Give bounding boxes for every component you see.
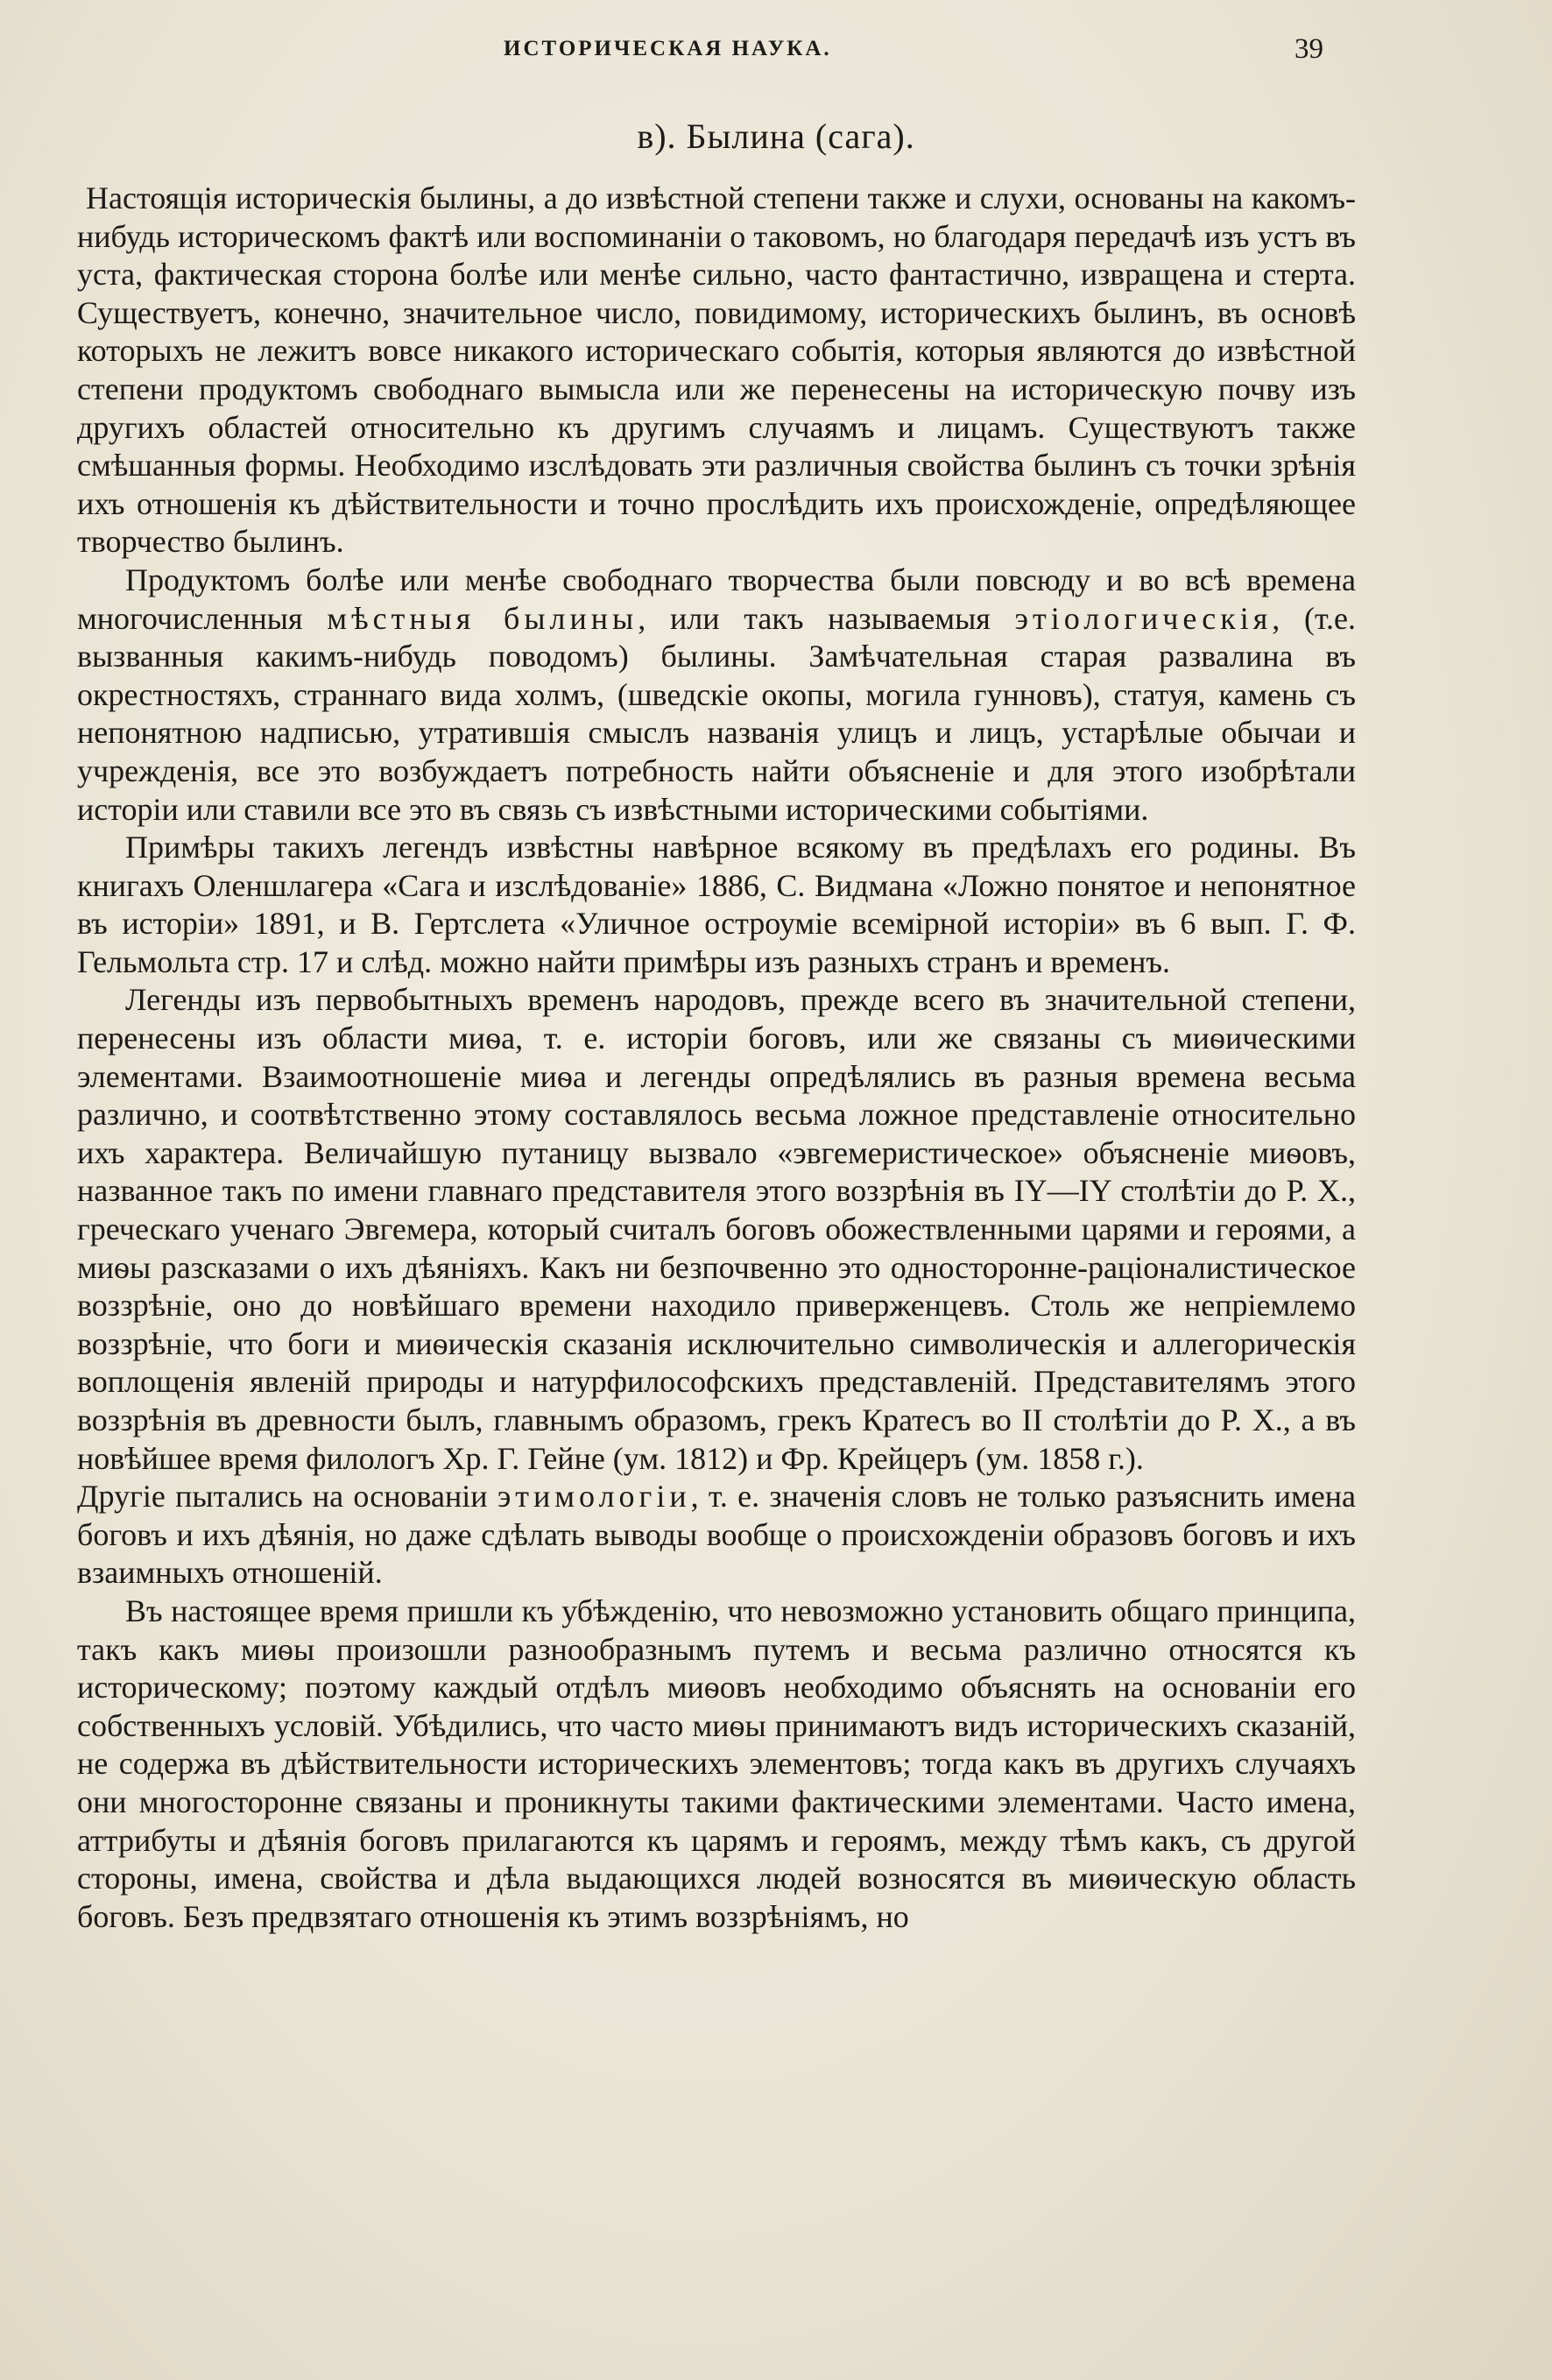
emphasized-term: этимологіи: [497, 1479, 691, 1515]
paragraph-examples: Примѣры такихъ легендъ извѣстны навѣрное всякому въ предѣлахъ его родины. Въ книгахъ Оленшлагера «Сага и изслѣдованіе» 1886, С. Видмана «Ложно понятое и непонятное въ исторіи» 1891, и В. Гертслета «Уличное остроуміе всемірной исторіи» въ 6 вып. Г. Ф. Гельмольта стр. 17 и слѣд. можно найти примѣры изъ разныхъ странъ и временъ.: [77, 830, 1356, 979]
section-heading: в). Былина (сага).: [637, 117, 915, 156]
page-number: 39: [1295, 33, 1323, 65]
running-title: ИСТОРИЧЕСКАЯ НАУКА.: [504, 37, 832, 60]
paragraph-text: , (т.е. вызванныя какимъ-нибудь поводомъ) былины. Замѣчательная старая развалина въ окрестностяхъ, страннаго вида холмъ, (шведскіе окопы, могила гунновъ), статуя, камень съ непонятною надписью, утратившія смыслъ названія улицъ и лицъ, устарѣлые обычаи и учрежденія, все это возбуждаетъ потребность найти объясненіе и для этого изобрѣтали исторіи или ставили все это въ связь съ извѣстными историческими событіями.: [77, 600, 1356, 827]
paragraph-text: , т. е. значенія словъ не только разъяснить имена боговъ и ихъ дѣянія, но даже сдѣлать выводы вообще о происхожденіи образовъ боговъ и ихъ взаимныхъ отношеній.: [77, 1479, 1357, 1591]
paragraph-modern-view: Въ настоящее время пришли къ убѣжденію, что невозможно установить общаго принципа, такъ какъ миѳы произошли разнообразнымъ путемъ и весьма различно относятся къ историческому; поэтому каждый отдѣлъ миѳовъ необходимо объяснять на основаніи его собственныхъ условій. Убѣдились, что часто миѳы принимаютъ видъ историческихъ сказаній, не содержа въ дѣйствительности историческихъ элементовъ; тогда какъ въ другихъ случаяхъ они многосторонне связаны и проникнуты такими фактическими элементами. Часто имена, аттрибуты и дѣянія боговъ прилагаются къ царямъ и героямъ, между тѣмъ какъ, съ другой стороны, имена, свойства и дѣла выдающихся людей возносятся въ миѳическую область боговъ. Безъ предвзятаго отношенія къ этимъ воззрѣніямъ, но: [77, 1593, 1356, 1934]
paragraph-local-legends: [77, 561, 1356, 829]
emphasized-term: мѣстныя былины: [327, 600, 638, 636]
running-head: [0, 33, 1552, 68]
paragraph-text: Другіе пытались на основаніи: [77, 1479, 497, 1515]
paragraph-text: Продуктомъ болѣе или менѣе свободнаго творчества были повсюду и во всѣ времена многочисленныя: [77, 561, 1356, 636]
body-text: [77, 180, 1356, 1936]
paragraph-historical-legends: Настоящія историческія былины, а до извѣстной степени также и слухи, основаны на какомъ-нибудь историческомъ фактѣ или воспоминаніи о таковомъ, но благодаря передачѣ изъ устъ въ уста, фактическая сторона болѣе или менѣе сильно, часто фантастично, извращена и стерта. Существуетъ, конечно, значительное число, повидимому, историческихъ былинъ, въ основѣ которыхъ не лежитъ вовсе никакого историческаго событія, которыя являются до извѣстной степени продуктомъ свободнаго вымысла или же перенесены на историческую почву изъ другихъ областей относительно къ другимъ случаямъ и лицамъ. Существуютъ также смѣшанныя формы. Необходимо изслѣдовать эти различныя свойства былинъ съ точки зрѣнія ихъ отношенія къ дѣйствительности и точно прослѣдить ихъ происхожденіе, опредѣляющее творчество былинъ.: [77, 180, 1356, 560]
emphasized-term: этіологическія: [1014, 600, 1273, 636]
paragraph-etymology: [77, 1478, 1356, 1593]
paragraph-myth-and-legend: Легенды изъ первобытныхъ временъ народовъ, прежде всего въ значительной степени, перенесены изъ области миѳа, т. е. исторіи боговъ, или же связаны съ миѳическими элементами. Взаимоотношеніе миѳа и легенды опредѣлялись въ разныя времена весьма различно, и соотвѣтственно этому составлялось весьма ложное представленіе относительно ихъ характера. Величайшую путаницу вызвало «эвгемеристическое» объясненіе миѳовъ, названное такъ по имени главнаго представителя этого воззрѣнія въ IY—IY столѣтіи до Р. Х., греческаго ученаго Эвгемера, который считалъ боговъ обожествленными царями и героями, а миѳы разсказами о ихъ дѣяніяхъ. Какъ ни безпочвенно это односторонне-раціоналистическое воззрѣніе, оно до новѣйшаго времени находило приверженцевъ. Столь же непріемлемо воззрѣніе, что боги и миѳическія сказанія исключительно символическія и аллегорическія воплощенія явленій природы и натурфилософскихъ представленій. Представителямъ этого воззрѣнія въ древности былъ, главнымъ образомъ, грекъ Кратесъ во II столѣтіи до Р. Х., а въ новѣйшее время филологъ Хр. Г. Гейне (ум. 1812) и Фр. Крейцеръ (ум. 1858 г.).: [77, 982, 1356, 1476]
paragraph-text: , или такъ называемыя: [638, 600, 1015, 636]
